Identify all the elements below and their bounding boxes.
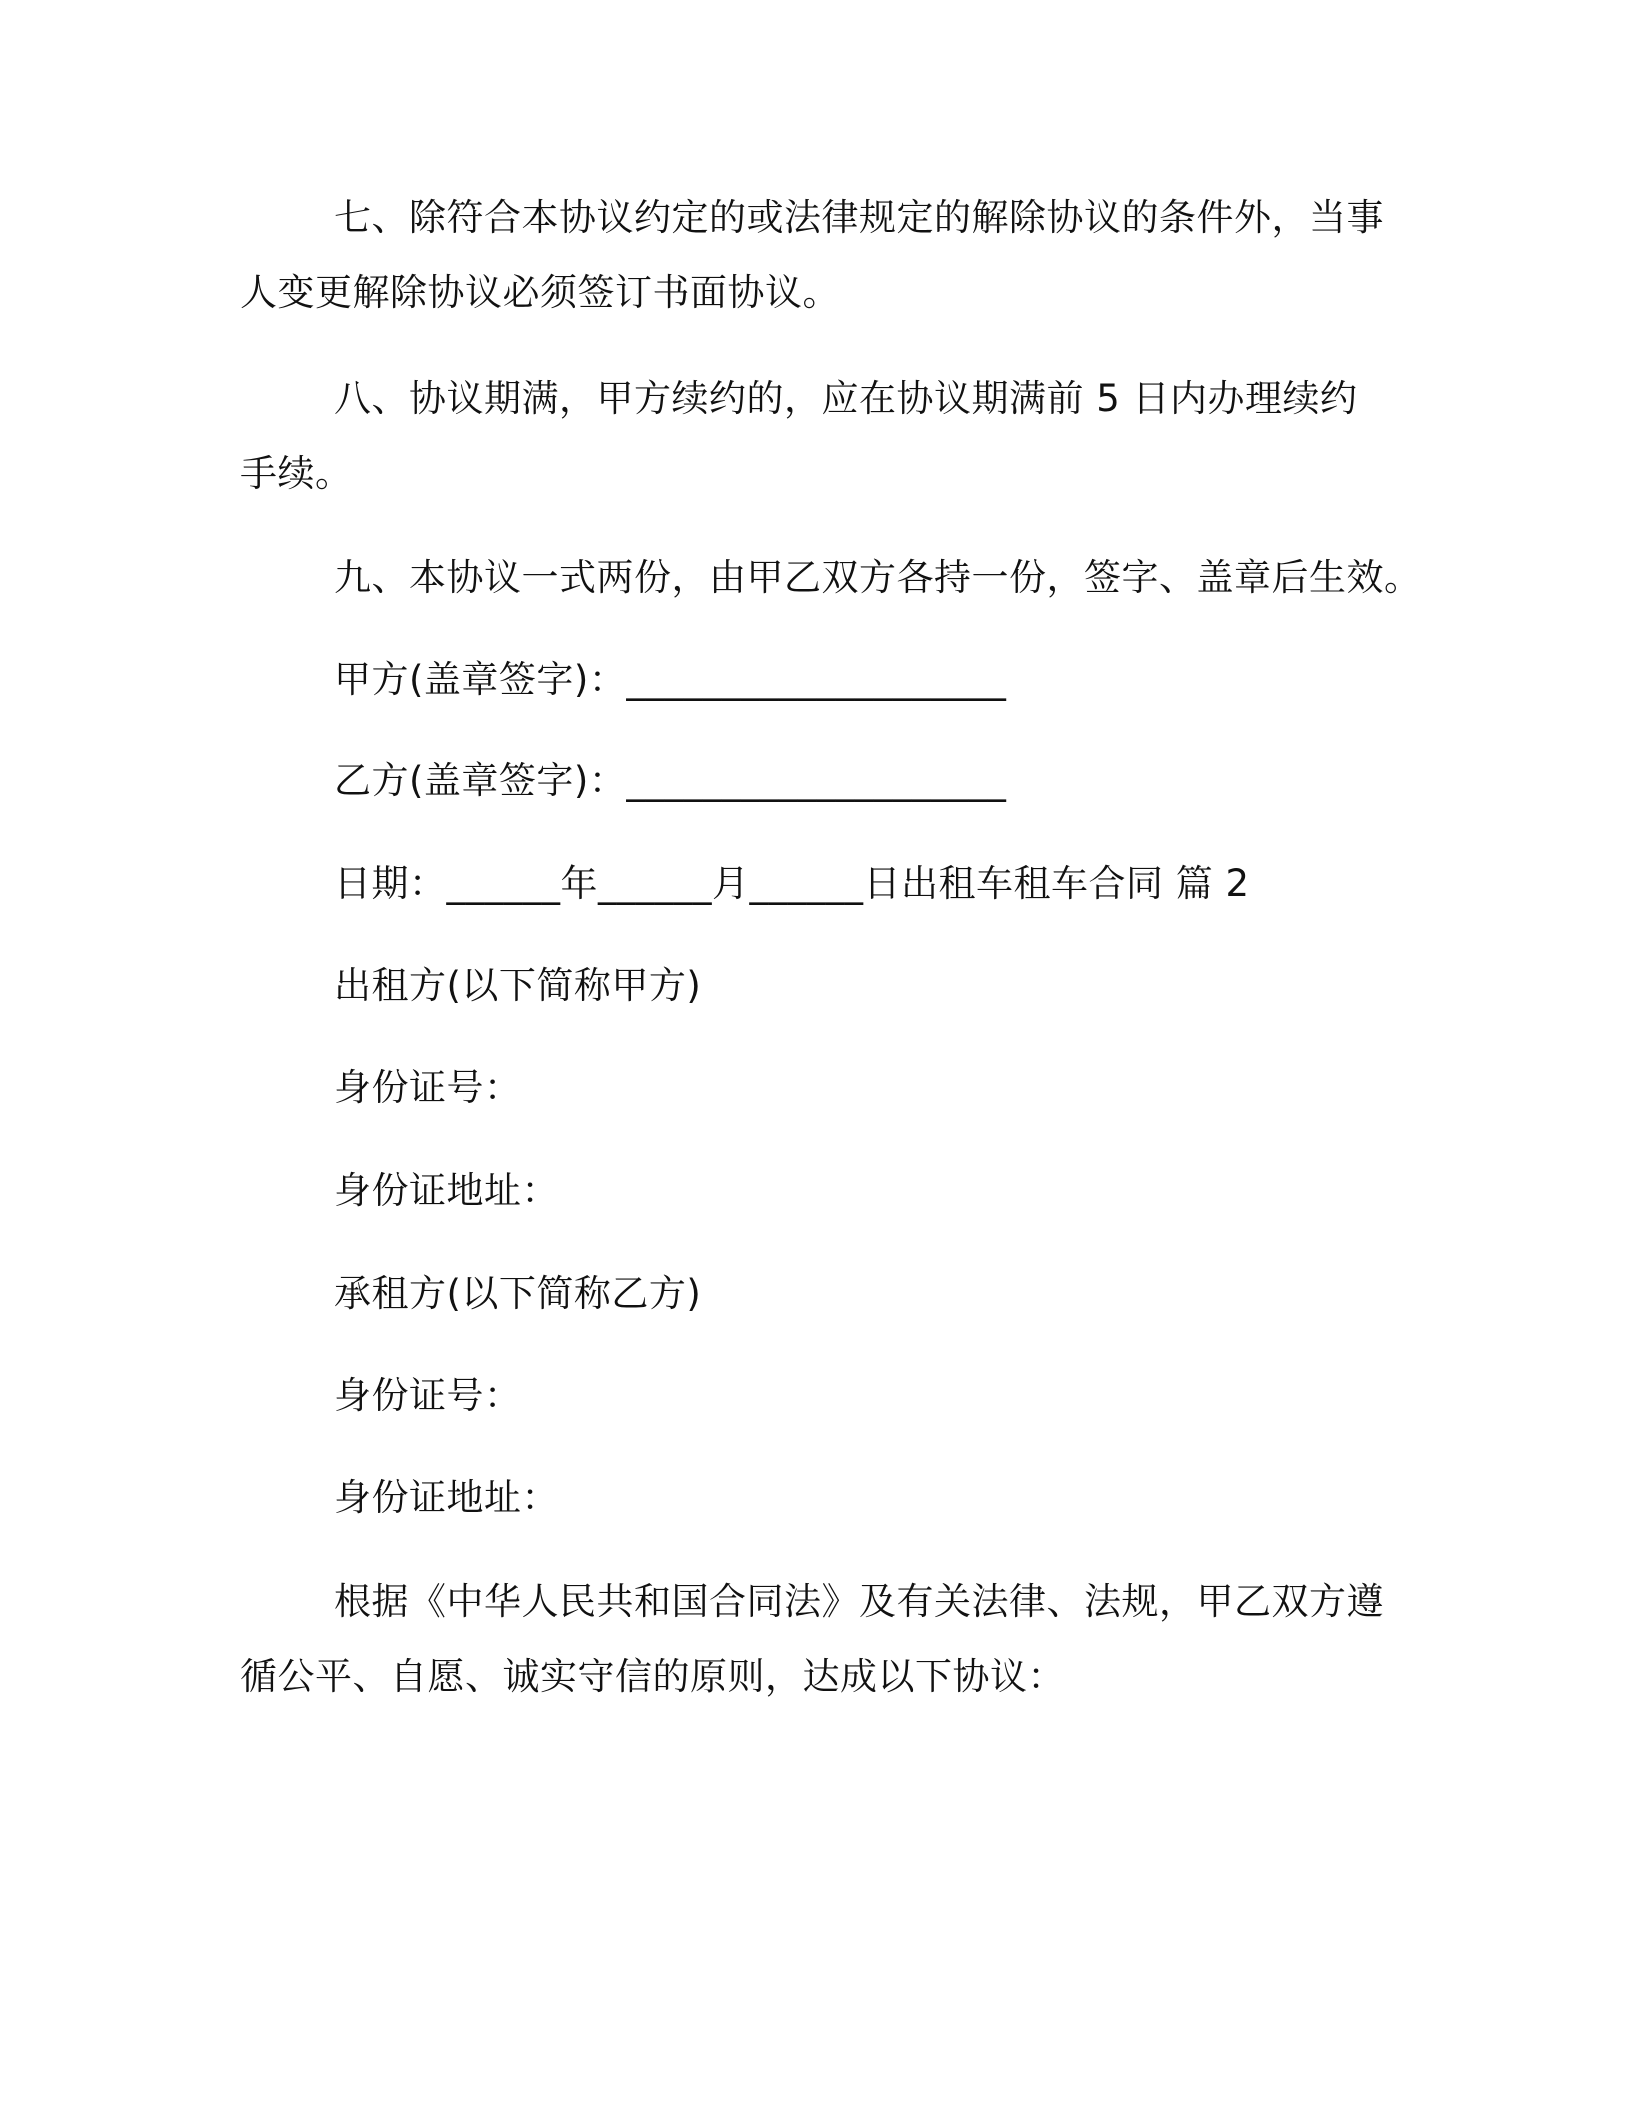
- lessee-heading: 承租方(以下简称乙方): [334, 1272, 702, 1315]
- lessor-id-field: 身份证号：: [334, 1066, 522, 1109]
- clause-9: 九、本协议一式两份，由甲乙双方各持一份，签字、盖章后生效。: [334, 556, 1422, 599]
- lessor-heading: 出租方(以下简称甲方): [334, 964, 702, 1007]
- lessor-address-field: 身份证地址：: [334, 1169, 559, 1212]
- lessee-address-field: 身份证地址：: [334, 1476, 559, 1519]
- agreement-basis: 根据《中华人民共和国合同法》及有关法律、法规，甲乙双方遵循公平、自愿、诚实守信的原则，达成以下协议：: [240, 1580, 1384, 1698]
- party-b-signature-line: 乙方(盖章签字)：____________________: [334, 759, 1007, 802]
- lessee-id-field: 身份证号：: [334, 1374, 522, 1417]
- party-a-signature-line: 甲方(盖章签字)：____________________: [334, 658, 1007, 701]
- clause-8: 八、协议期满，甲方续约的，应在协议期满前 5 日内办理续约手续。: [240, 377, 1358, 495]
- clause-7: 七、除符合本协议约定的或法律规定的解除协议的条件外，当事人变更解除协议必须签订书面协议。: [240, 196, 1384, 314]
- date-line: 日期：______年______月______日出租车租车合同 篇 2: [334, 862, 1250, 905]
